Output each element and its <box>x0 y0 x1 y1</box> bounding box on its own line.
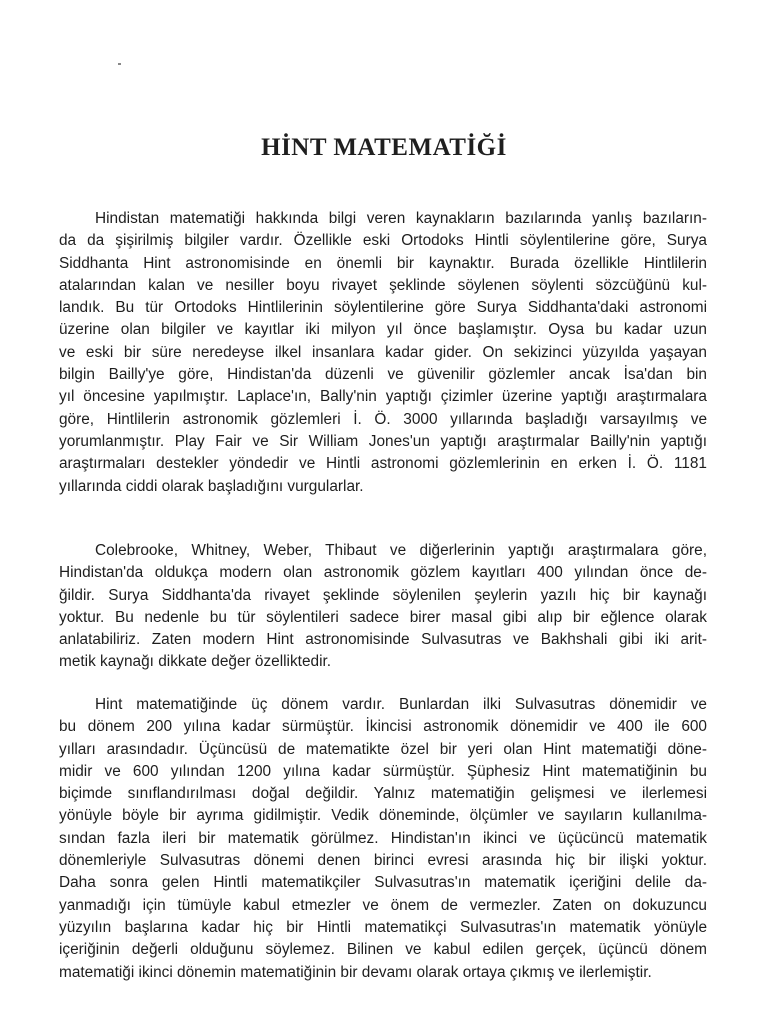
text-line: atalarından kalan ve nesiller boyu rivayet şeklinde söylenen söylenti sözcüğünü kul- <box>59 276 707 294</box>
text-line: bu dönem 200 yılına kadar sürmüştür. İkincisi astronomik dönemidir ve 400 ile 600 <box>59 718 707 736</box>
text-line: bilgin Bailly'ye göre, Hindistan'da düzenli ve güvenilir gözlemler ancak İsa'dan bin <box>59 366 707 384</box>
page-title: HİNT MATEMATİĞİ <box>261 134 507 161</box>
text-line: yoktur. Bu nedenle bu tür söylentileri sadece birer masal gibi alıp bir eğlence olarak <box>59 608 707 626</box>
text-line: midir ve 600 yılından 1200 yılına kadar sürmüştür. Şüphesiz Hint matematiğinin bu <box>59 762 707 780</box>
text-line: anlatabiliriz. Zaten modern Hint astronomisinde Sulvasutras ve Bakhshali gibi iki arit- <box>59 631 707 649</box>
paragraph-3 <box>59 694 707 984</box>
text-line: ğildir. Surya Siddhanta'da rivayet şeklinde söylenilen şeylerin yazılı hiç bir kaynağı <box>59 586 707 604</box>
text-line: metik kaynağı dikkate değer özelliktedir. <box>59 653 332 671</box>
paragraph-2 <box>59 540 707 674</box>
text-line: Siddhanta Hint astronomisinde en önemli bir kaynaktır. Burada özellikle Hintlilerin <box>59 254 707 272</box>
text-line: da da şişirilmiş bilgiler vardır. Özellikle eski Ortodoks Hintli söylentilerine göre, Surya <box>59 232 707 250</box>
text-line: araştırmaları destekler yöndedir ve Hintli astronomi gözlemlerinin en erken İ. Ö. 1181 <box>59 455 707 473</box>
text-line: landık. Bu tür Ortodoks Hintlilerinin söylentilerine göre Surya Siddhanta'daki astronomi <box>59 299 707 317</box>
text-line: biçimde sınıflandırılması doğal değildir. Yalnız matematiğin gelişmesi ve ilerlemesi <box>59 785 707 803</box>
text-line: Daha sonra gelen Hintli matematikçiler Sulvasutras'ın matematik içeriğini delile da- <box>59 874 707 892</box>
text-line: Hindistan matematiği hakkında bilgi veren kaynakların bazılarında yanlış bazıların- <box>95 210 707 227</box>
text-line: Colebrooke, Whitney, Weber, Thibaut ve diğerlerinin yaptığı araştırmalara göre, <box>95 542 707 559</box>
text-line: yıl öncesine yapılmıştır. Laplace'ın, Bally'nin yaptığı çizimler üzerine yaptığı araştırmalara <box>59 388 707 406</box>
text-line: matematiği ikinci dönemin matematiğinin bir devamı olarak ortaya çıkmış ve ilerlemiştir. <box>59 963 652 981</box>
text-line: dönemleriyle Sulvasutras dönemi denen birinci evresi arasında hiç bir ilişki yoktur. <box>59 852 707 870</box>
text-line: yanmadığı için tümüyle kabul etmezler ve önem de vermezler. Zaten on dokuzuncu <box>59 896 707 914</box>
text-line: ve eski bir süre neredeyse ilkel insanlara kadar gider. On sekizinci yüzyılda yaşayan <box>59 343 707 361</box>
text-line: göre, Hintlilerin astronomik gözlemleri İ. Ö. 3000 yıllarında başladığı varsayılmış ve <box>59 410 707 428</box>
text-line: Hint matematiğinde üç dönem vardır. Bunlardan ilki Sulvasutras dönemidir ve <box>95 696 707 713</box>
text-line: yorumlanmıştır. Play Fair ve Sir William Jones'un yaptığı araştırmalar Bailly'nin yaptığı <box>59 432 707 450</box>
text-line: yılları arasındadır. Üçüncüsü de matematikte özel bir yeri olan Hint matematiği döne- <box>59 740 707 758</box>
text-line: yönüyle böyle bir ayrıma gidilmiştir. Vedik döneminde, ölçümler ve sayıların kullanılma- <box>59 807 707 825</box>
text-line: yıllarında ciddi olarak başladığını vurgularlar. <box>59 477 364 495</box>
text-line: Hindistan'da oldukça modern olan astronomik gözlem kayıtları 400 yılından önce de- <box>59 564 707 582</box>
text-line: üzerine olan bilgiler ve kayıtlar iki milyon yıl önce başlamıştır. Oysa bu kadar uzun <box>59 321 707 339</box>
text-line: yüzyılın başlarına kadar hiç bir Hintli matematikçi Sulvasutras'ın matematik yönüyle <box>59 918 707 936</box>
text-line: içeriğinin değerli olduğunu söylemez. Bilinen ve kabul edilen gerçek, üçüncü dönem <box>59 941 707 959</box>
scan-speck <box>118 63 121 65</box>
text-line: sından fazla ileri bir matematik görülmez. Hindistan'ın ikinci ve üçücüncü matematik <box>59 829 707 847</box>
paragraph-1 <box>59 208 707 498</box>
